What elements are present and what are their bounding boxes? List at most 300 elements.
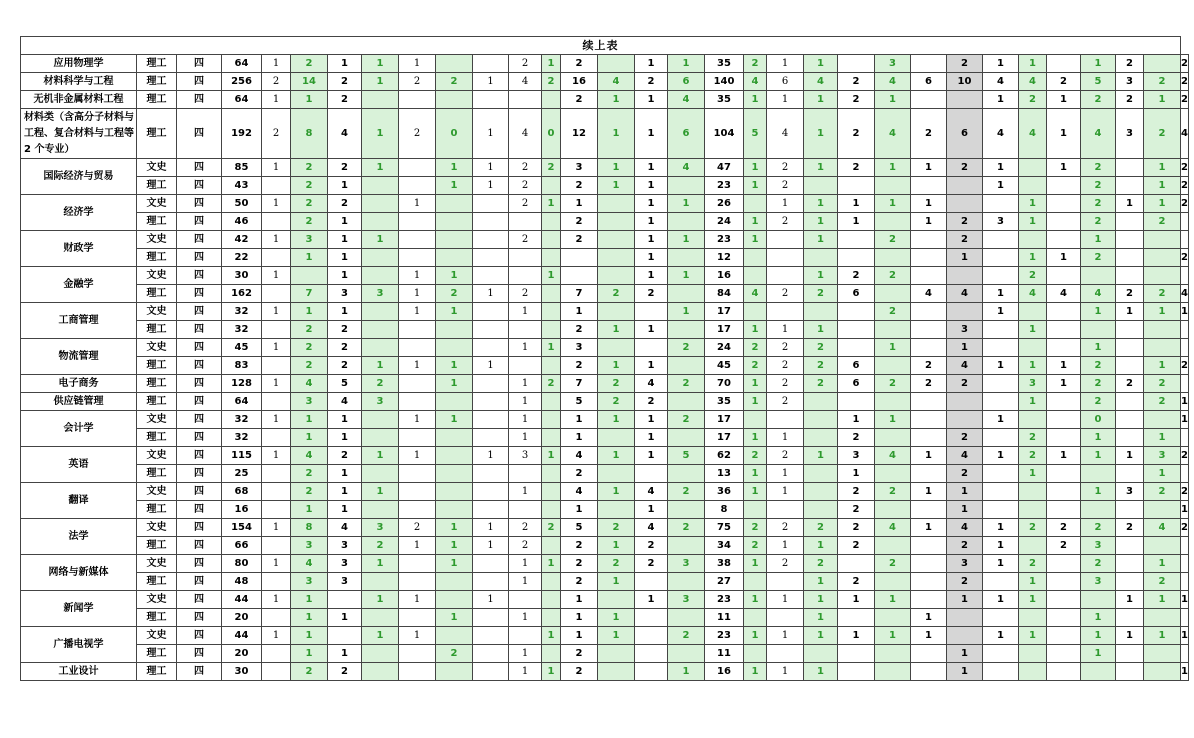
plan-total: 83 (222, 357, 262, 375)
plan-count: 1 (744, 393, 767, 411)
plan-count: 1 (328, 501, 362, 519)
plan-count: 1 (1081, 645, 1116, 663)
table-row (21, 231, 1189, 249)
plan-count (804, 249, 838, 267)
subject-type: 文史 (137, 447, 177, 465)
plan-count (473, 213, 509, 231)
plan-count: 1 (399, 195, 436, 213)
table-row (21, 519, 1189, 537)
plan-count: 1 (399, 55, 436, 73)
plan-count: 1 (875, 91, 911, 109)
plan-count (668, 321, 705, 339)
plan-count (542, 411, 561, 429)
plan-count: 1 (262, 447, 291, 465)
study-length: 四 (177, 109, 222, 159)
plan-count (668, 249, 705, 267)
plan-count (509, 91, 542, 109)
plan-count (767, 501, 804, 519)
plan-count: 1 (509, 411, 542, 429)
plan-count: 2 (875, 483, 911, 501)
plan-count: 3 (947, 555, 983, 573)
plan-count: 1 (598, 411, 635, 429)
plan-count (1116, 573, 1144, 591)
plan-count: 1 (983, 303, 1019, 321)
study-length: 四 (177, 73, 222, 91)
plan-count: 2 (1081, 159, 1116, 177)
plan-count: 2 (767, 357, 804, 375)
table-row (21, 321, 1189, 339)
plan-count: 1 (436, 555, 473, 573)
plan-count: 2 (767, 393, 804, 411)
plan-count: 2 (399, 109, 436, 159)
plan-count (473, 465, 509, 483)
plan-count: 7 (561, 375, 598, 393)
plan-count: 1 (509, 375, 542, 393)
plan-count (399, 573, 436, 591)
plan-count (983, 339, 1019, 357)
plan-count: 1 (875, 627, 911, 645)
plan-count: 2 (1116, 285, 1144, 303)
plan-count: 2 (947, 231, 983, 249)
plan-count: 2 (668, 375, 705, 393)
plan-count (1116, 339, 1144, 357)
plan-count: 1 (983, 627, 1019, 645)
plan-count (291, 267, 328, 285)
plan-count: 1 (262, 267, 291, 285)
plan-count: 1 (362, 483, 399, 501)
study-length: 四 (177, 483, 222, 501)
plan-count (328, 591, 362, 609)
plan-count: 1 (291, 609, 328, 627)
plan-count (1116, 645, 1144, 663)
study-length: 四 (177, 55, 222, 73)
plan-count: 1 (947, 663, 983, 681)
study-length: 四 (177, 303, 222, 321)
subject-type: 理工 (137, 465, 177, 483)
plan-count (911, 663, 947, 681)
plan-count: 1 (804, 109, 838, 159)
plan-count (1019, 645, 1047, 663)
plan-count: 1 (875, 339, 911, 357)
study-length: 四 (177, 91, 222, 109)
subject-type: 理工 (137, 249, 177, 267)
plan-count: 2 (804, 339, 838, 357)
plan-count: 0 (542, 109, 561, 159)
plan-count: 2 (1144, 213, 1181, 231)
plan-count: 2 (838, 109, 875, 159)
plan-count (911, 231, 947, 249)
plan-count: 1 (542, 447, 561, 465)
plan-count: 1 (635, 231, 668, 249)
plan-count (804, 429, 838, 447)
plan-count: 1 (473, 537, 509, 555)
plan-count (399, 159, 436, 177)
plan-count (436, 501, 473, 519)
plan-count (947, 627, 983, 645)
plan-count: 75 (705, 519, 744, 537)
plan-count: 2 (509, 537, 542, 555)
plan-count (1019, 411, 1047, 429)
plan-count: 1 (561, 195, 598, 213)
table-row (21, 393, 1189, 411)
plan-count: 1 (744, 465, 767, 483)
plan-count: 8 (291, 519, 328, 537)
plan-count: 2 (838, 429, 875, 447)
plan-count: 1 (598, 357, 635, 375)
plan-count: 26 (705, 195, 744, 213)
subject-type: 理工 (137, 109, 177, 159)
plan-count (1047, 483, 1081, 501)
major-name: 工商管理 (21, 303, 137, 339)
plan-count: 1 (767, 483, 804, 501)
plan-count (875, 213, 911, 231)
plan-count: 1 (1081, 429, 1116, 447)
plan-count (262, 321, 291, 339)
plan-count (744, 609, 767, 627)
plan-count: 1 (262, 231, 291, 249)
plan-count (473, 231, 509, 249)
plan-count: 1 (362, 159, 399, 177)
plan-count: 2 (561, 555, 598, 573)
plan-count: 1 (262, 91, 291, 109)
plan-count (598, 645, 635, 663)
major-name: 法学 (21, 519, 137, 555)
plan-count: 1 (473, 159, 509, 177)
plan-count: 2 (561, 645, 598, 663)
plan-count: 1 (328, 483, 362, 501)
plan-count (875, 573, 911, 591)
plan-count: 1 (668, 195, 705, 213)
plan-total: 32 (222, 411, 262, 429)
plan-count (598, 213, 635, 231)
plan-count: 1 (542, 555, 561, 573)
plan-count: 2 (561, 231, 598, 249)
plan-count: 2 (668, 339, 705, 357)
plan-count (875, 465, 911, 483)
plan-count: 1 (399, 627, 436, 645)
plan-count: 1 (262, 55, 291, 73)
plan-count (1047, 465, 1081, 483)
plan-count: 2 (875, 303, 911, 321)
plan-total: 66 (222, 537, 262, 555)
plan-count (598, 249, 635, 267)
plan-count: 2 (767, 177, 804, 195)
plan-count (436, 573, 473, 591)
plan-count (911, 393, 947, 411)
plan-count (542, 231, 561, 249)
plan-count (1081, 465, 1116, 483)
plan-count: 1 (1019, 591, 1047, 609)
plan-count: 1 (561, 501, 598, 519)
major-name: 广播电视学 (21, 627, 137, 663)
plan-count: 23 (705, 177, 744, 195)
plan-count: 3 (1116, 73, 1144, 91)
plan-total: 44 (222, 591, 262, 609)
plan-total: 115 (222, 447, 262, 465)
study-length: 四 (177, 429, 222, 447)
plan-count (262, 483, 291, 501)
plan-count: 14 (291, 73, 328, 91)
plan-count (1116, 555, 1144, 573)
plan-count (875, 663, 911, 681)
plan-count: 2 (947, 465, 983, 483)
plan-count: 1 (983, 285, 1019, 303)
plan-count (838, 231, 875, 249)
plan-count (436, 663, 473, 681)
plan-count: 2 (1181, 159, 1189, 177)
plan-count (509, 267, 542, 285)
study-length: 四 (177, 195, 222, 213)
plan-count (804, 177, 838, 195)
plan-count: 2 (911, 357, 947, 375)
plan-count: 2 (1019, 91, 1047, 109)
plan-count: 1 (838, 411, 875, 429)
plan-count (804, 393, 838, 411)
subject-type: 理工 (137, 357, 177, 375)
plan-count (436, 591, 473, 609)
plan-count (1181, 339, 1189, 357)
plan-count: 1 (1181, 663, 1189, 681)
plan-count: 84 (705, 285, 744, 303)
plan-count: 2 (875, 231, 911, 249)
plan-count (1144, 321, 1181, 339)
plan-count: 2 (767, 555, 804, 573)
plan-count: 1 (436, 519, 473, 537)
plan-count: 4 (598, 73, 635, 91)
plan-count: 1 (1081, 303, 1116, 321)
plan-count: 3 (561, 159, 598, 177)
plan-count (1181, 375, 1189, 393)
plan-count (911, 555, 947, 573)
plan-count (1047, 501, 1081, 519)
plan-count (1144, 537, 1181, 555)
major-name: 会计学 (21, 411, 137, 447)
plan-count (1047, 393, 1081, 411)
table-row (21, 573, 1189, 591)
plan-count: 6 (838, 285, 875, 303)
plan-count (744, 195, 767, 213)
plan-count: 2 (1019, 267, 1047, 285)
plan-count (399, 339, 436, 357)
study-length: 四 (177, 447, 222, 465)
plan-count: 2 (1019, 555, 1047, 573)
plan-count (362, 465, 399, 483)
plan-count: 1 (744, 177, 767, 195)
plan-count: 2 (744, 339, 767, 357)
major-name: 电子商务 (21, 375, 137, 393)
plan-count: 1 (983, 555, 1019, 573)
plan-count: 16 (561, 73, 598, 91)
plan-count (542, 591, 561, 609)
major-name: 无机非金属材料工程 (21, 91, 137, 109)
plan-count: 4 (328, 109, 362, 159)
plan-count: 1 (328, 55, 362, 73)
plan-count: 4 (1144, 519, 1181, 537)
plan-count (1144, 55, 1181, 73)
plan-count (509, 465, 542, 483)
plan-count: 1 (804, 55, 838, 73)
plan-count (668, 177, 705, 195)
plan-count: 1 (1181, 501, 1189, 519)
plan-count: 1 (1019, 213, 1047, 231)
plan-count (1019, 537, 1047, 555)
plan-total: 192 (222, 109, 262, 159)
plan-count: 1 (635, 213, 668, 231)
plan-count: 1 (473, 591, 509, 609)
plan-count (744, 249, 767, 267)
plan-count: 1 (1181, 303, 1189, 321)
plan-count: 2 (1047, 73, 1081, 91)
plan-count (911, 91, 947, 109)
plan-count (436, 249, 473, 267)
plan-count: 1 (1019, 393, 1047, 411)
plan-total: 162 (222, 285, 262, 303)
plan-count: 1 (509, 609, 542, 627)
plan-count: 1 (838, 465, 875, 483)
plan-count (744, 303, 767, 321)
plan-count (1019, 159, 1047, 177)
plan-total: 256 (222, 73, 262, 91)
table-row (21, 645, 1189, 663)
plan-count (598, 339, 635, 357)
plan-count: 1 (473, 109, 509, 159)
plan-count: 1 (399, 591, 436, 609)
plan-count: 1 (911, 609, 947, 627)
plan-count: 2 (362, 375, 399, 393)
plan-count (598, 55, 635, 73)
plan-count: 2 (804, 519, 838, 537)
plan-count: 2 (291, 465, 328, 483)
plan-count (744, 267, 767, 285)
plan-count (598, 591, 635, 609)
plan-count (436, 231, 473, 249)
plan-count (1081, 267, 1116, 285)
plan-count (1116, 213, 1144, 231)
plan-count (436, 627, 473, 645)
plan-count: 1 (473, 447, 509, 465)
plan-count (838, 555, 875, 573)
plan-count: 6 (947, 109, 983, 159)
plan-count: 4 (668, 91, 705, 109)
plan-count: 1 (635, 411, 668, 429)
plan-count: 2 (598, 393, 635, 411)
plan-count: 34 (705, 537, 744, 555)
plan-count: 1 (473, 357, 509, 375)
plan-count: 1 (767, 321, 804, 339)
plan-count (1047, 609, 1081, 627)
plan-count (838, 303, 875, 321)
plan-count (262, 537, 291, 555)
subject-type: 理工 (137, 321, 177, 339)
plan-count: 1 (399, 411, 436, 429)
plan-count (804, 465, 838, 483)
plan-count: 2 (328, 73, 362, 91)
major-name: 物流管理 (21, 339, 137, 375)
plan-count: 1 (399, 285, 436, 303)
plan-count (947, 411, 983, 429)
plan-count (436, 393, 473, 411)
plan-count (399, 483, 436, 501)
table-row (21, 303, 1189, 321)
plan-count: 2 (668, 519, 705, 537)
plan-count (983, 321, 1019, 339)
plan-count: 1 (399, 267, 436, 285)
plan-count (911, 177, 947, 195)
plan-count: 5 (1081, 73, 1116, 91)
plan-count: 1 (262, 591, 291, 609)
plan-count: 1 (509, 573, 542, 591)
plan-count: 1 (668, 267, 705, 285)
plan-count: 1 (262, 519, 291, 537)
plan-count (911, 537, 947, 555)
plan-count (436, 195, 473, 213)
plan-count: 1 (1047, 91, 1081, 109)
plan-count: 6 (838, 375, 875, 393)
plan-count: 1 (262, 555, 291, 573)
plan-count: 1 (542, 663, 561, 681)
plan-count: 35 (705, 393, 744, 411)
plan-count (1019, 663, 1047, 681)
plan-count: 2 (1181, 447, 1189, 465)
table-row (21, 591, 1189, 609)
plan-count (1116, 393, 1144, 411)
plan-count: 2 (328, 321, 362, 339)
plan-count: 6 (911, 73, 947, 91)
plan-count (598, 501, 635, 519)
subject-type: 理工 (137, 501, 177, 519)
plan-count: 1 (542, 627, 561, 645)
plan-count: 1 (804, 591, 838, 609)
plan-count: 1 (262, 411, 291, 429)
plan-count (542, 465, 561, 483)
plan-count: 1 (291, 591, 328, 609)
plan-count: 2 (1144, 109, 1181, 159)
plan-count: 4 (875, 447, 911, 465)
plan-count: 13 (705, 465, 744, 483)
plan-count: 38 (705, 555, 744, 573)
plan-count (1144, 411, 1181, 429)
plan-count (838, 249, 875, 267)
plan-count (983, 465, 1019, 483)
plan-count (635, 663, 668, 681)
table-row (21, 375, 1189, 393)
plan-count: 140 (705, 73, 744, 91)
table-title: 续上表 (21, 37, 1181, 55)
plan-count: 1 (983, 519, 1019, 537)
plan-count: 2 (509, 159, 542, 177)
plan-count: 1 (1019, 55, 1047, 73)
plan-count: 2 (635, 73, 668, 91)
plan-count: 2 (598, 555, 635, 573)
plan-count: 1 (635, 429, 668, 447)
plan-count: 2 (947, 375, 983, 393)
plan-count (362, 321, 399, 339)
plan-count: 2 (262, 73, 291, 91)
plan-count (875, 429, 911, 447)
plan-count: 7 (291, 285, 328, 303)
plan-count: 1 (744, 429, 767, 447)
plan-count: 1 (983, 55, 1019, 73)
subject-type: 理工 (137, 55, 177, 73)
plan-count: 2 (509, 177, 542, 195)
plan-count (399, 375, 436, 393)
plan-count: 11 (705, 645, 744, 663)
plan-count: 1 (509, 555, 542, 573)
major-name: 金融学 (21, 267, 137, 303)
plan-count: 1 (804, 267, 838, 285)
plan-count (635, 465, 668, 483)
plan-count: 2 (1081, 195, 1116, 213)
